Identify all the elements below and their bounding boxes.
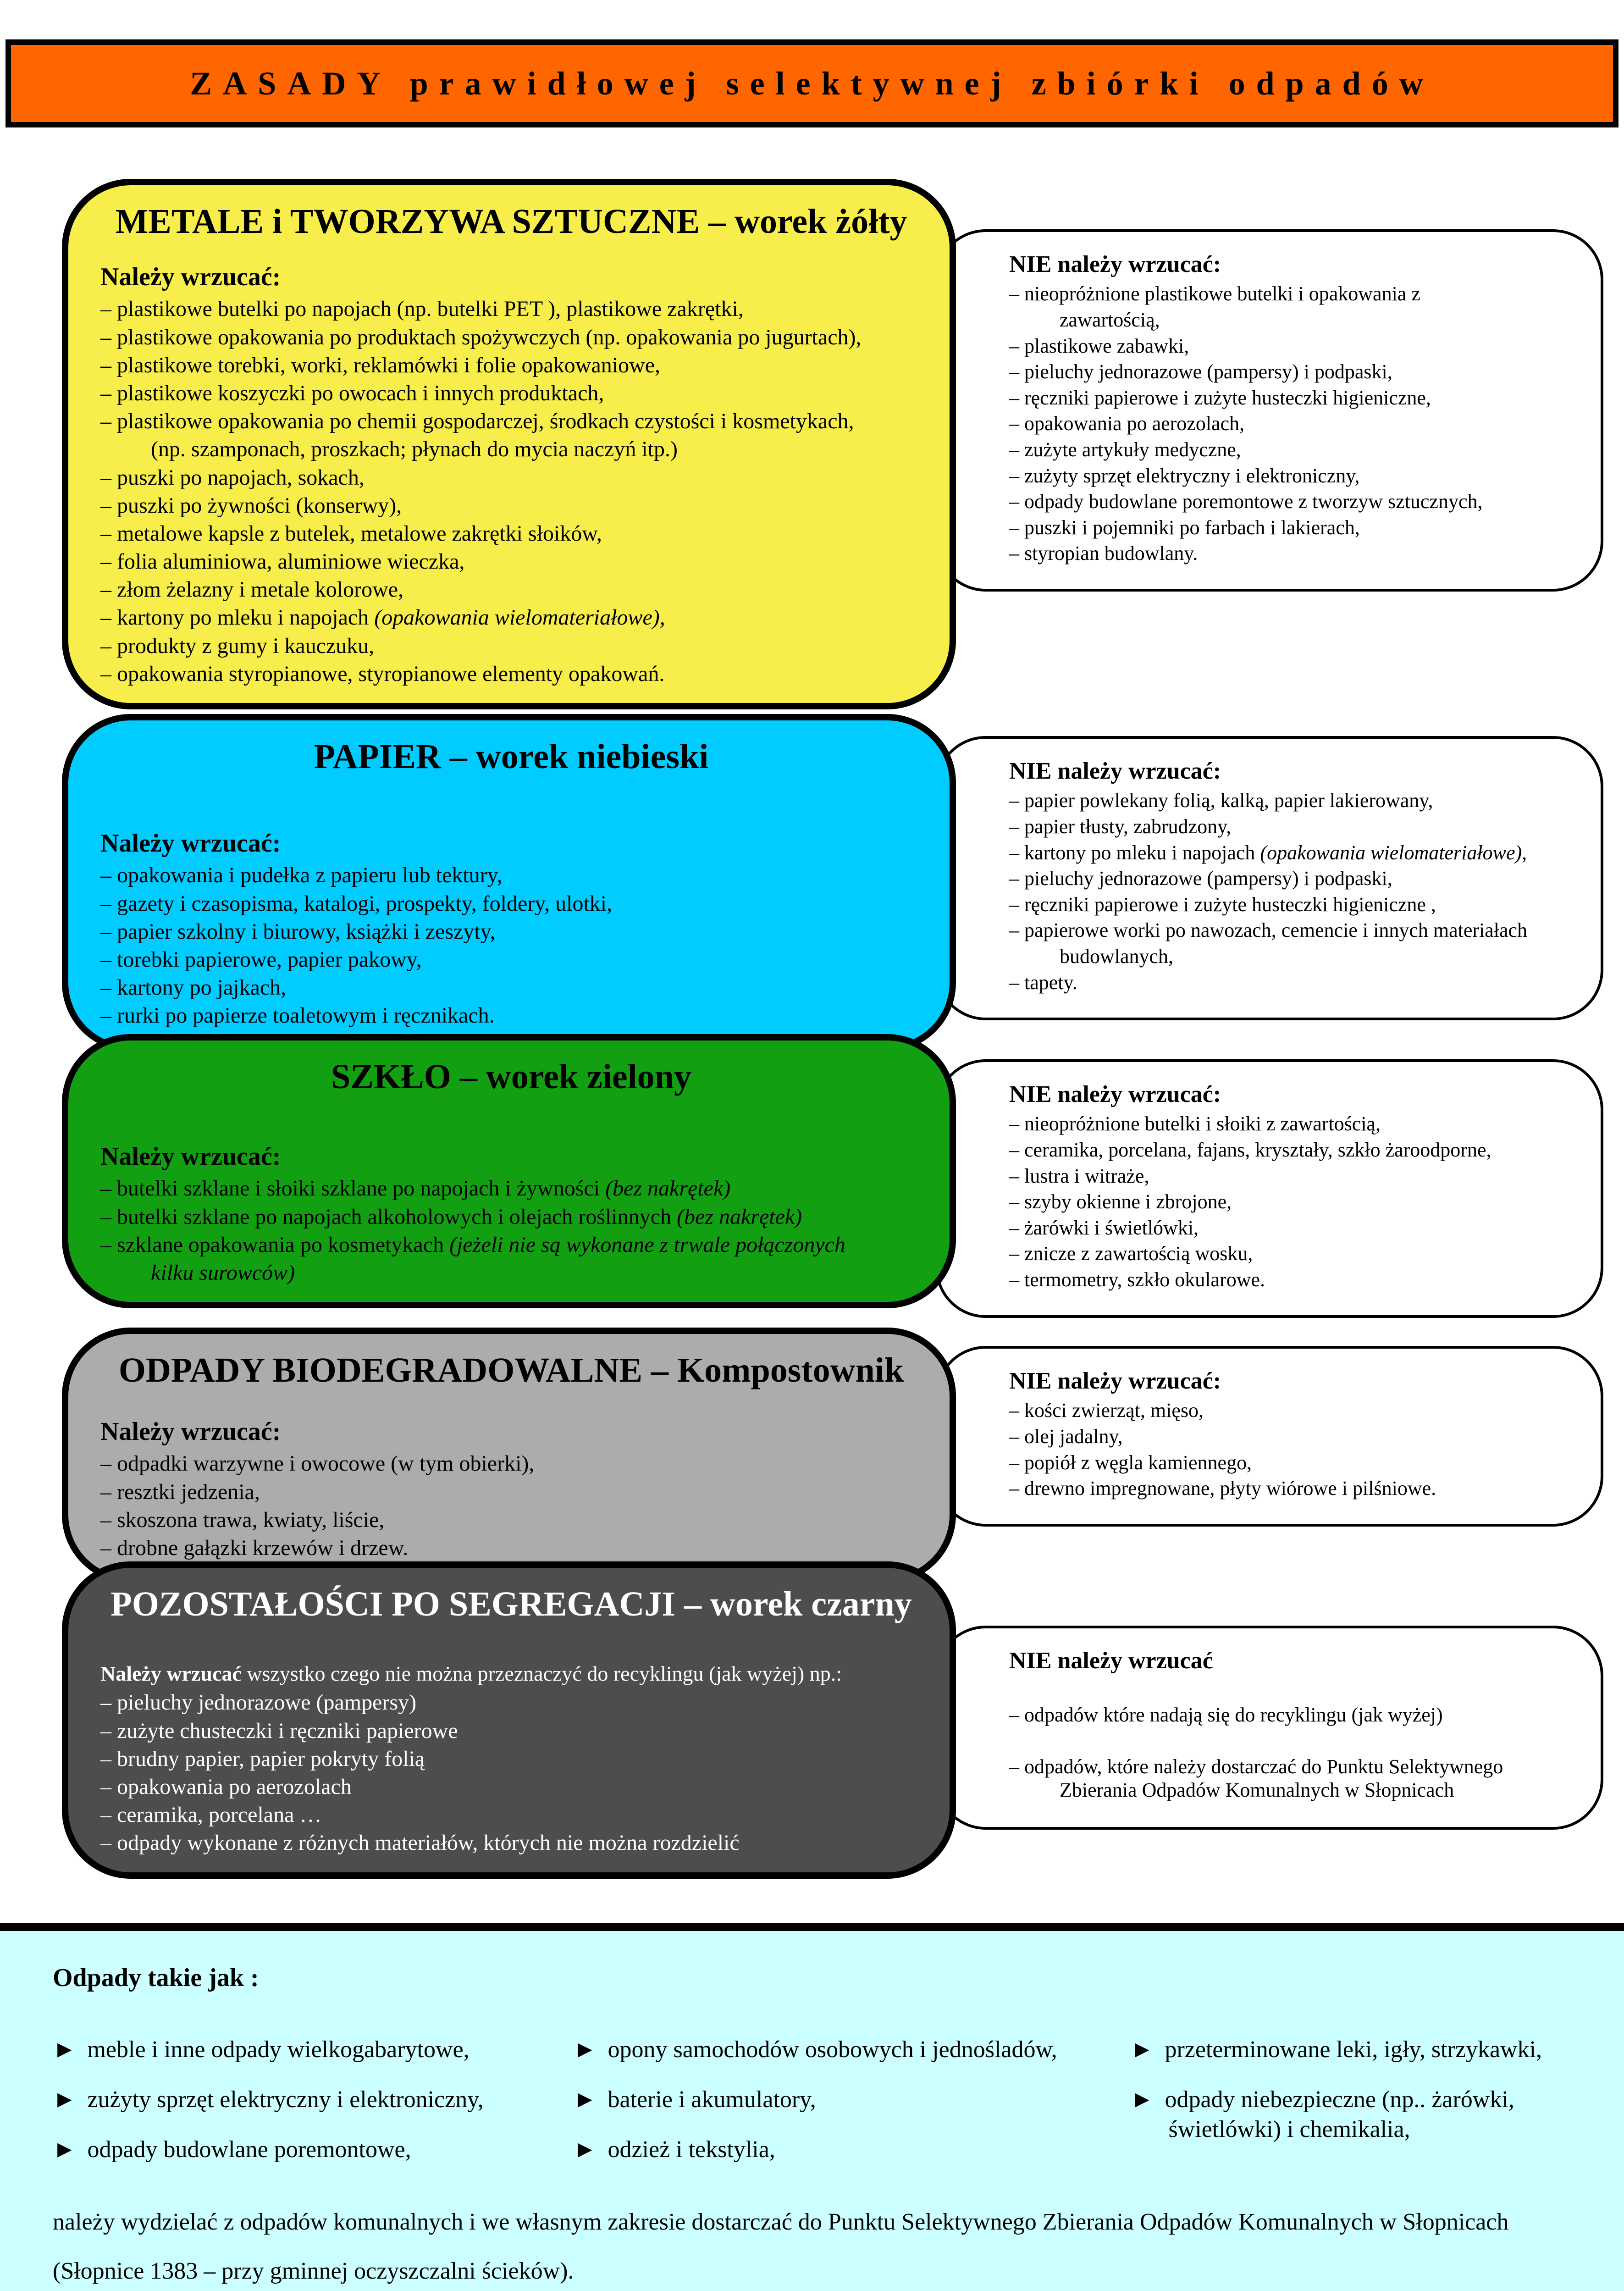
list-item: – ręczniki papierowe i zużyte husteczki higieniczne , [1009, 893, 1436, 916]
paper-section-title: PAPIER – worek niebieski [314, 737, 709, 776]
list-item: – drewno impregnowane, płyty wiórowe i pilśniowe. [1009, 1477, 1436, 1500]
list-item: – opakowania po aerozolach, [1009, 412, 1245, 435]
list-item: – zużyte artykuły medyczne, [1009, 438, 1241, 461]
list-item: – zużyty sprzęt elektryczny i elektroniczny, [1009, 464, 1360, 487]
bullet-item-text: meble i inne odpady wielkogabarytowe, [87, 2036, 470, 2063]
list-item: – odpadów, które należy dostarczać do Punktu Selektywnego [1009, 1755, 1503, 1778]
footer-note-line-2: (Słopnice 1383 – przy gminnej oczyszczalni ścieków). [53, 2258, 574, 2284]
residual-include-list [100, 1690, 922, 1855]
list-item: – plastikowe torebki, worki, reklamówki i folie opakowaniowe, [100, 353, 661, 377]
list-item: – odpadów które nadają się do recyklingu (jak wyżej) [1009, 1704, 1443, 1727]
list-item: – odpady budowlane poremontowe z tworzyw sztucznych, [1009, 490, 1483, 513]
section-biodegradable [62, 1328, 1603, 1583]
list-item: – odpadki warzywne i owocowe (w tym obierki), [100, 1451, 535, 1476]
list-item-continuation: Zbierania Odpadów Komunalnych w Słopnicach [1060, 1778, 1454, 1801]
include-label: Należy wrzucać: [100, 829, 281, 858]
include-label: Należy wrzucać: [100, 263, 281, 292]
list-item: – puszki po żywności (konserwy), [100, 493, 402, 518]
metals-exclude-list [1009, 282, 1578, 565]
metals-exclude-box [935, 229, 1603, 592]
list-item: – żarówki i świetlówki, [1009, 1216, 1199, 1239]
arrow-bullet-icon: ► [53, 2136, 77, 2163]
glass-include-box [62, 1034, 956, 1308]
glass-exclude-box [935, 1059, 1603, 1318]
list-item: – plastikowe opakowania po produktach spożywczych (np. opakowania po jugurtach), [100, 325, 862, 349]
bullet-item-text: odpady niebezpieczne (np.. żarówki, świetlówki) i chemikalia, [1165, 2086, 1514, 2142]
exclude-label: NIE należy wrzucać: [1009, 251, 1221, 277]
list-item: – brudny papier, papier pokryty folią [100, 1746, 425, 1771]
list-item-continuation: kilku surowców) [151, 1260, 295, 1285]
residual-exclude-box [935, 1626, 1603, 1830]
glass-section-title: SZKŁO – worek zielony [331, 1057, 692, 1096]
special-waste-footer [0, 1923, 1624, 2291]
include-label: Należy wrzucać: [100, 1142, 281, 1171]
list-item: – szklane opakowania po kosmetykach (jeżeli nie są wykonane z trwale połączonych [100, 1232, 845, 1257]
paper-include-list [100, 863, 922, 1028]
include-label: Należy wrzucać wszystko czego nie można przeznaczyć do recyklingu (jak wyżej) np.: [100, 1662, 842, 1686]
list-item-continuation: budowlanych, [1060, 945, 1174, 968]
list-item: – produkty z gumy i kauczuku, [100, 633, 375, 658]
arrow-bullet-icon: ► [573, 2086, 597, 2113]
bio-exclude-list [1009, 1399, 1578, 1500]
list-item: – pieluchy jednorazowe (pampersy) i podpaski, [1009, 867, 1392, 890]
list-item: – puszki po napojach, sokach, [100, 465, 365, 490]
paper-include-box [62, 714, 956, 1051]
bullet-item-text: opony samochodów osobowych i jednośladów, [608, 2036, 1057, 2063]
page-title: ZASADY prawidłowej selektywnej zbiórki odpadów [190, 65, 1434, 102]
list-item: – butelki szklane i słoiki szklane po napojach i żywności (bez nakrętek) [100, 1176, 731, 1201]
list-item: – papier powlekany folią, kalką, papier lakierowany, [1009, 789, 1433, 812]
bullet-item-text: odzież i tekstylia, [608, 2136, 775, 2163]
list-item: – kości zwierząt, mięso, [1009, 1399, 1204, 1422]
list-item: – znicze z zawartością wosku, [1009, 1242, 1253, 1265]
list-item: – opakowania po aerozolach [100, 1774, 352, 1799]
list-item: – styropian budowlany. [1009, 542, 1198, 565]
arrow-bullet-icon: ► [1130, 2086, 1154, 2113]
special-waste-item [53, 2085, 573, 2114]
list-item: – plastikowe zabawki, [1009, 334, 1189, 357]
list-item: – folia aluminiowa, aluminiowe wieczka, [100, 549, 465, 574]
list-item: – lustra i witraże, [1009, 1164, 1149, 1187]
bio-include-box [62, 1328, 956, 1583]
footer-heading: Odpady takie jak : [53, 1964, 259, 1992]
list-item: – kartony po jajkach, [100, 975, 287, 1000]
exclude-label: NIE należy wrzucać: [1009, 1368, 1221, 1394]
section-paper [62, 714, 1603, 1051]
list-item: – opakowania i pudełka z papieru lub tektury, [100, 863, 503, 888]
list-item: – pieluchy jednorazowe (pampersy) [100, 1690, 417, 1715]
special-waste-item [53, 2035, 573, 2064]
list-item: – butelki szklane po napojach alkoholowych i olejach roślinnych (bez nakrętek) [100, 1204, 802, 1229]
special-waste-item [1130, 2085, 1596, 2144]
list-item: – ręczniki papierowe i zużyte husteczki higieniczne, [1009, 386, 1431, 409]
glass-include-list [100, 1176, 922, 1285]
bullet-item-text: zużyty sprzęt elektryczny i elektroniczny, [87, 2086, 484, 2113]
list-item: – zużyte chusteczki i ręczniki papierowe [100, 1718, 458, 1743]
list-item: – skoszona trawa, kwiaty, liście, [100, 1507, 385, 1532]
list-item-continuation: zawartością, [1060, 308, 1160, 331]
special-waste-item [1130, 2035, 1596, 2064]
list-item: – nieopróżnione plastikowe butelki i opakowania z [1009, 282, 1420, 305]
list-item: – plastikowe butelki po napojach (np. butelki PET ), plastikowe zakrętki, [100, 297, 744, 321]
header-banner [6, 39, 1618, 127]
list-item: – papierowe worki po nawozach, cemencie i innych materiałach [1009, 919, 1528, 942]
list-item: – termometry, szkło okularowe. [1009, 1268, 1265, 1291]
list-item: – puszki i pojemniki po farbach i lakierach, [1009, 516, 1360, 539]
arrow-bullet-icon: ► [53, 2086, 77, 2113]
arrow-bullet-icon: ► [1130, 2036, 1154, 2063]
footer-columns [53, 2035, 1596, 2185]
bullet-item-text: przeterminowane leki, igły, strzykawki, [1165, 2036, 1542, 2063]
list-item-continuation: (np. szamponach, proszkach; płynach do mycia naczyń itp.) [151, 437, 678, 462]
section-residual [62, 1561, 1603, 1879]
footer-column-3 [1130, 2035, 1596, 2185]
list-item: – papier tłusty, zabrudzony, [1009, 815, 1232, 838]
list-item: – metalowe kapsle z butelek, metalowe zakrętki słoików, [100, 521, 602, 546]
list-item: – nieopróżnione butelki i słoiki z zawartością, [1009, 1112, 1381, 1135]
list-item: – złom żelazny i metale kolorowe, [100, 577, 404, 602]
list-item: – torebki papierowe, papier pakowy, [100, 947, 422, 972]
list-item: – popiół z węgla kamiennego, [1009, 1451, 1252, 1474]
residual-include-box [62, 1561, 956, 1879]
list-item: – drobne gałązki krzewów i drzew. [100, 1535, 409, 1560]
glass-exclude-list [1009, 1112, 1578, 1291]
list-item: – ceramika, porcelana … [100, 1803, 322, 1827]
list-item: – szyby okienne i zbrojone, [1009, 1190, 1232, 1213]
special-waste-item [573, 2135, 1130, 2164]
list-item: – olej jadalny, [1009, 1425, 1123, 1448]
list-item: – plastikowe opakowania po chemii gospodarczej, środkach czystości i kosmetykach, [100, 409, 854, 434]
list-item: – ceramika, porcelana, fajans, kryształy, szkło żaroodporne, [1009, 1138, 1491, 1161]
residual-exclude-list [1009, 1704, 1578, 1802]
list-item: – plastikowe koszyczki po owocach i innych produktach, [100, 381, 604, 405]
include-label: Należy wrzucać: [100, 1417, 281, 1446]
residual-section-title: POZOSTAŁOŚCI PO SEGREGACJI – worek czarny [110, 1585, 912, 1623]
arrow-bullet-icon: ► [573, 2136, 597, 2163]
metals-section-title: METALE i TWORZYWA SZTUCZNE – worek żółty [115, 202, 907, 241]
list-item: – gazety i czasopisma, katalogi, prospekty, foldery, ulotki, [100, 891, 613, 916]
list-item: – odpady wykonane z różnych materiałów, których nie można rozdzielić [100, 1831, 740, 1855]
paper-exclude-list [1009, 789, 1578, 994]
exclude-label: NIE należy wrzucać: [1009, 1081, 1221, 1107]
list-item: – tapety. [1009, 971, 1077, 994]
list-item: – kartony po mleku i napojach (opakowania wielomateriałowe), [1009, 841, 1527, 864]
bullet-item-text: baterie i akumulatory, [608, 2086, 816, 2113]
arrow-bullet-icon: ► [53, 2036, 77, 2063]
footer-column-2 [573, 2035, 1130, 2185]
list-item: – kartony po mleku i napojach (opakowania wielomateriałowe), [100, 605, 665, 630]
list-item: – opakowania styropianowe, styropianowe elementy opakowań. [100, 661, 665, 686]
paper-exclude-box [935, 736, 1603, 1020]
bullet-item-text: odpady budowlane poremontowe, [87, 2136, 411, 2163]
special-waste-item [573, 2035, 1130, 2064]
list-item: – resztki jedzenia, [100, 1479, 260, 1504]
footer-note [53, 2208, 1596, 2285]
footer-column-1 [53, 2035, 573, 2185]
list-item: – pieluchy jednorazowe (pampersy) i podpaski, [1009, 360, 1392, 383]
list-item: – papier szkolny i biurowy, książki i zeszyty, [100, 919, 496, 944]
arrow-bullet-icon: ► [573, 2036, 597, 2063]
metals-include-box [62, 179, 956, 709]
bio-exclude-box [935, 1346, 1603, 1527]
exclude-label: NIE należy wrzucać [1009, 1648, 1213, 1674]
bio-include-list [100, 1451, 922, 1561]
metals-include-list [100, 296, 922, 686]
exclude-label: NIE należy wrzucać: [1009, 758, 1221, 784]
list-item: – rurki po papierze toaletowym i ręcznikach. [100, 1003, 495, 1028]
special-waste-item [53, 2135, 573, 2164]
section-glass [62, 1034, 1603, 1318]
special-waste-item [573, 2085, 1130, 2114]
footer-note-line-1: należy wydzielać z odpadów komunalnych i we własnym zakresie dostarczać do Punktu Selektywnego Zbierania Odpadów Komunalnych w Słopnicach [53, 2209, 1509, 2235]
section-metals-plastics [62, 179, 1603, 709]
bio-section-title: ODPADY BIODEGRADOWALNE – Kompostownik [118, 1351, 904, 1389]
